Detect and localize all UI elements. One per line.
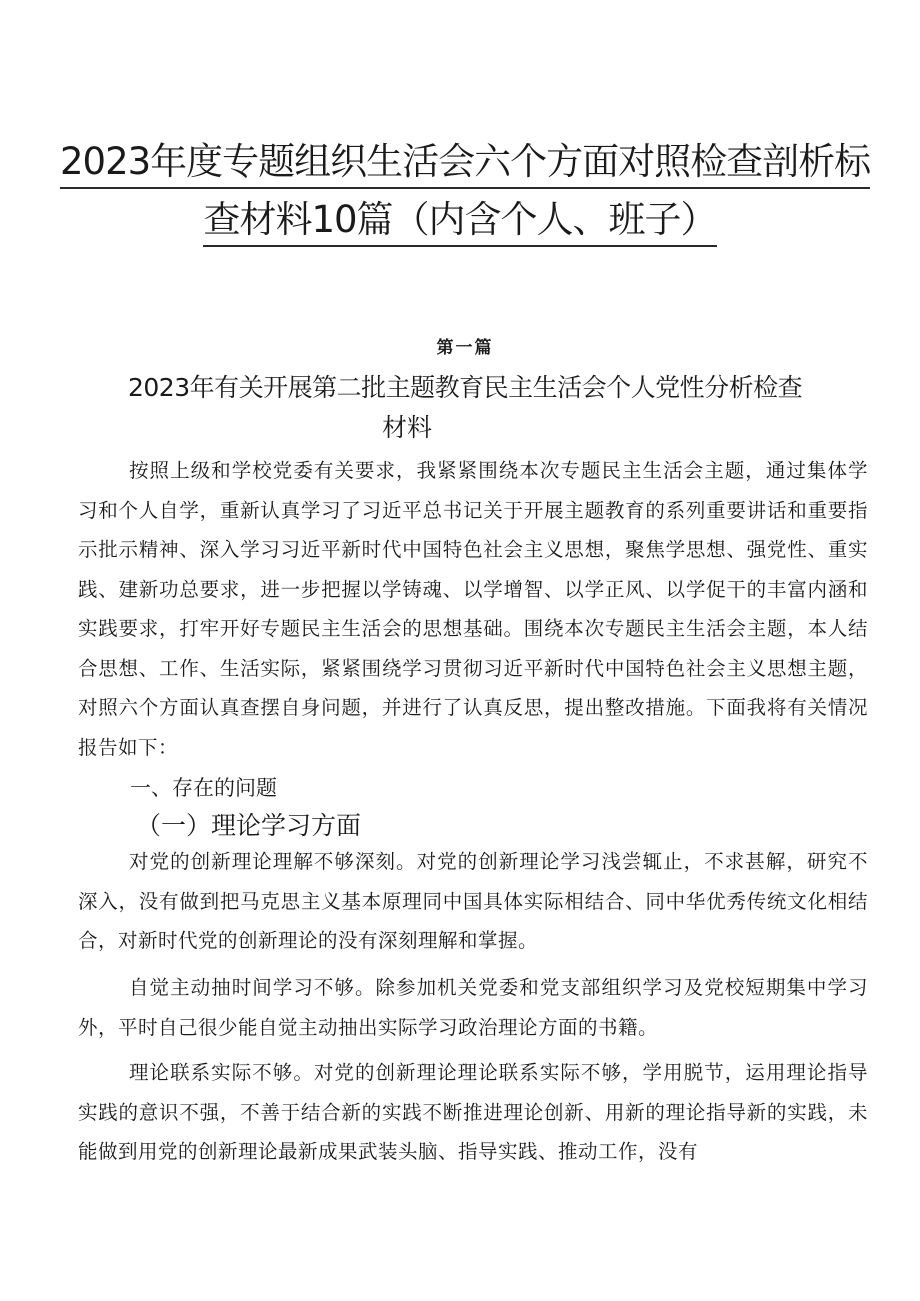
intro-paragraph: 按照上级和学校党委有关要求，我紧紧围绕本次专题民主生活会主题，通过集体学习和个人自学，重新认真学习了习近平总书记关于开展主题教育的系列重要讲话和重要指示批示精神、深入学习习近平新时代中国特色社会主义思想，聚焦学思想、强党性、重实践、建新功总要求，进一步把握以学铸魂、以学增智、以学正风、以学促干的丰富内涵和实践要求，打牢开好专题民主生活会的思想基础。围绕本次专题民主生活会主题，本人结合思想、工作、生活实际，紧紧围绕学习贯彻习近平新时代中国特色社会主义思想主题，对照六个方面认真查摆自身问题，并进行了认真反思，提出整改措施。下面我将有关情况报告如下： xyxy=(78,459,868,759)
body-paragraph-1: 对党的创新理论理解不够深刻。对党的创新理论学习浅尝辄止，不求甚解，研究不深入，没有做到把马克思主义基本原理同中国具体实际相结合、同中华优秀传统文化相结合，对新时代党的创新理论的没有深刻理解和掌握。 xyxy=(78,850,868,952)
document-title-line-1-text: 2023年度专题组织生活会六个方面对照检查剖析标 xyxy=(60,140,870,189)
document-title-line-1 xyxy=(60,140,871,184)
article-title-line-2: 材料 xyxy=(382,413,433,442)
article-title-line-1: 2023年有关开展第二批主题教育民主生活会个人党性分析检查 xyxy=(128,373,803,402)
body-paragraph-3: 理论联系实际不够。对党的创新理论理论联系实际不够，学用脱节，运用理论指导实践的意识不强，不善于结合新的实践不断推进理论创新、用新的理论指导新的实践，未能做到用党的创新理论最新成果武装头脑、指导实践、推动工作，没有 xyxy=(78,1061,868,1163)
section-heading: 一、存在的问题 xyxy=(130,776,277,800)
article-number: 第一篇 xyxy=(436,338,494,358)
subsection-heading: （一）理论学习方面 xyxy=(136,811,362,840)
body-paragraph-2: 自觉主动抽时间学习不够。除参加机关党委和党支部组织学习及党校短期集中学习外，平时自己很少能自觉主动抽出实际学习政治理论方面的书籍。 xyxy=(78,976,868,1039)
document-title-line-2-text: 查材料10篇（内含个人、班子） xyxy=(203,198,716,247)
document-title-line-2 xyxy=(60,198,860,242)
